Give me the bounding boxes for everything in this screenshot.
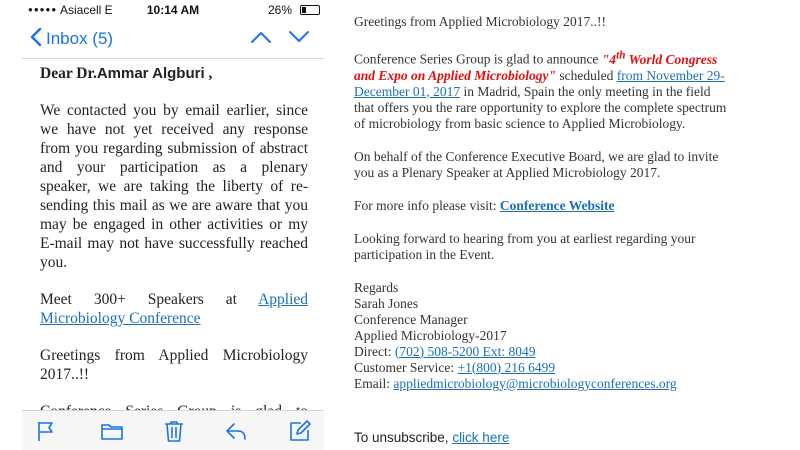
trash-icon <box>162 419 186 443</box>
contact-email-link[interactable]: appliedmicrobiology@microbiologyconferences.org <box>393 375 677 391</box>
announce-rest: in Madrid, Spain the only meeting in the field that offers you the rare opportunity to explore the complete spectrum of microbiology from basic science to Applied Microbiology. <box>354 83 727 131</box>
battery-percent: 26% <box>268 3 293 17</box>
event-name-rest: World Congress and Expo on Applied Microbiology" <box>354 51 718 83</box>
event-name-ordinal: th <box>616 49 626 61</box>
signature-title: Conference Manager <box>354 311 468 327</box>
email-content-panel <box>354 14 734 392</box>
reply-button[interactable] <box>224 419 248 443</box>
recipient-name: Ammar Algburi <box>96 65 205 82</box>
mail-paragraph-greetings: Greetings from Applied Microbiology 2017..!! <box>40 347 308 383</box>
battery-icon <box>300 5 320 15</box>
previous-message-button[interactable] <box>250 27 272 50</box>
more-info-text: For more info please visit: <box>354 197 500 213</box>
announce-intro: Conference Series Group is glad to announce <box>354 51 602 67</box>
email-announcement <box>354 47 734 132</box>
compose-icon <box>288 419 312 443</box>
mail-greeting <box>40 64 308 83</box>
direct-label: Direct: <box>354 343 395 359</box>
signature-org: Applied Microbiology-2017 <box>354 327 507 343</box>
greeting-suffix: , <box>204 65 213 82</box>
email-invite: On behalf of the Conference Executive Board, we are glad to invite you as a Plenary Speaker at Applied Microbiology 2017. <box>354 148 719 180</box>
back-to-inbox-button[interactable] <box>30 28 113 49</box>
signal-icon: ●●●●● <box>28 5 58 14</box>
event-dates-link[interactable]: from November 29-December 01, 2017 <box>354 67 725 99</box>
mail-paragraph-meet <box>40 290 308 328</box>
delete-button[interactable] <box>162 419 186 443</box>
event-name-start: "4 <box>601 51 617 67</box>
conference-website-link[interactable]: Conference Website <box>499 197 615 213</box>
next-message-button[interactable] <box>288 27 310 50</box>
signature-regards: Regards <box>354 279 399 295</box>
chevron-down-icon <box>288 30 310 44</box>
flag-button[interactable] <box>34 419 58 443</box>
phone-mail-panel <box>22 0 324 450</box>
status-bar <box>22 0 324 20</box>
conference-link[interactable]: Applied Microbiology Conference <box>40 291 308 327</box>
compose-button[interactable] <box>288 419 312 443</box>
signature-service <box>354 360 734 376</box>
flag-icon <box>34 419 58 443</box>
email-signature <box>354 280 734 392</box>
mail-paragraph-followup: We contacted you by email earlier, since we have not yet received any response from you regarding submission of abstract and your participation as a plenary speaker, we are taking the liberty of re-sending this mail as we are aware that you may be engaged in other activities or my E-mail may not have successfully reached you. <box>40 102 308 271</box>
mail-body <box>40 64 308 450</box>
back-button-label: Inbox (5) <box>46 29 114 48</box>
direct-phone-link[interactable]: (702) 508-5200 Ext: 8049 <box>394 343 536 359</box>
email-label: Email: <box>354 375 394 391</box>
folder-icon <box>100 419 124 443</box>
mail-nav-bar <box>22 22 324 59</box>
move-to-folder-button[interactable] <box>100 419 124 443</box>
unsubscribe-text: To unsubscribe, <box>354 430 453 445</box>
signature-email <box>354 376 734 392</box>
email-greetings: Greetings from Applied Microbiology 2017..!! <box>354 14 606 29</box>
signature-name: Sarah Jones <box>354 295 419 311</box>
unsubscribe-link[interactable]: click here <box>452 430 510 445</box>
email-looking-forward: Looking forward to hearing from you at earliest regarding your participation in the Event. <box>354 230 696 262</box>
status-time: 10:14 AM <box>146 3 200 17</box>
chevron-up-icon <box>250 30 272 44</box>
service-label: Customer Service: <box>354 359 458 375</box>
unsubscribe-line <box>354 430 509 445</box>
email-more-info <box>354 198 734 214</box>
reply-icon <box>224 419 248 443</box>
carrier-label: Asiacell E <box>60 3 113 17</box>
mail-toolbar <box>22 410 324 450</box>
greeting-prefix: Dear Dr. <box>40 65 97 82</box>
meet-text: Meet 300+ Speakers at <box>40 291 259 308</box>
signature-direct <box>354 344 734 360</box>
service-phone-link[interactable]: +1(800) 216 6499 <box>457 359 556 375</box>
chevron-left-icon <box>30 28 42 46</box>
scheduled-text: scheduled <box>556 67 617 83</box>
